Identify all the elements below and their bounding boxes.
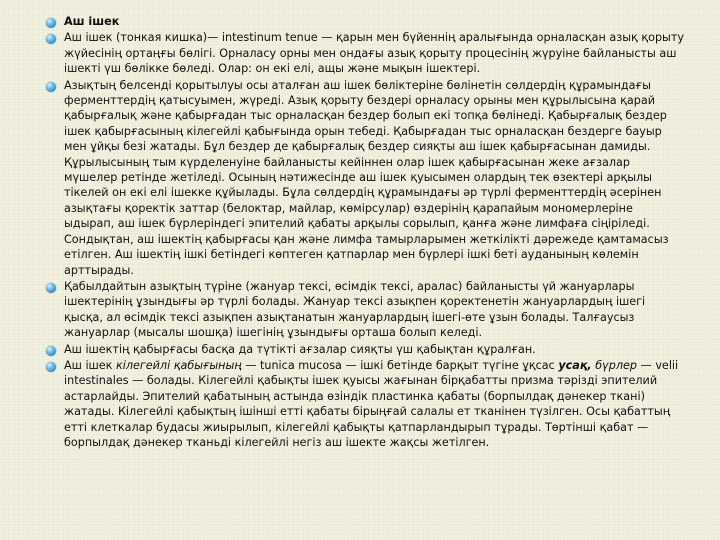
bullet-item-layers (46, 342, 686, 357)
paragraph-text: Азықтың белсенді қорытылуы осы аталған аш ішек бөліктеріне бөлінетін сөлдердің құрамындағы ферменттердің қатысуымен, жүреді. Азық қорыту бездері орналасу орыны мен құрылысына қарай қабырғалық және қабырғадан тыс орналасқан бездер болып екі топқа бөлінеді. Қабырғалық бездер ішек қабырғасының кілегейлі қабығында орын тебеді. Қабырғадан тыс орналасқан бездерге бауыр мен ұйқы безі жатады. Бұл бездер де қабырғалық бездер сияқты аш ішек қабырғасынан дамиды. Құрылысының тым күрделенуіне байланысты кейіннен олар ішек қабырғасынан жеке ағзалар мүшелер ретінде жетіледі. Осының нәтижесінде аш ішек қуысымен олардың тек өзектері арқылы тікелей он екі елі ішекке құйылады. Бұла сөлдердің құрамындағы әр түрлі ферменттердің әсерінен азықтағы қоректік заттар (белоктар, майлар, көмірсулар) өздерінің қарапайым мономерлеріне ыдырап, аш ішек бүрлеріндегі эпителий қабаты арқылы сорылып, қанға және лимфаға сіңіріледі. Сондықтан, аш ішектің қабырғасы қан және лимфа тамырларымен жеткілікті дәрежеде қамтамасыз етілген. Аш ішектің ішкі бетіндегі көптеген қатпарлар мен бүрлері ішкі беті ауданының көлемін арттырады. (64, 78, 669, 277)
bullet-item-digestion (46, 78, 686, 278)
term-mucosa: кілегейлі қабығының (116, 358, 242, 372)
bullet-icon (46, 34, 56, 44)
bullet-icon (46, 346, 56, 356)
bullet-item-mucosa (46, 358, 686, 450)
paragraph-text-rest: — velii intestinales — болады. Кілегейлі қабықты ішек қуысы жағынан бірқабатты призма тәрізді эпителий астарлайды. Эпителий қабатының астында өзіндік пластинка қабаты (борпылдақ дәнекер ткані) жатады. Кілегейлі қабықтың ішінші етті қабаты бірыңғай салалы ет тканінен түзілген. Осы қабаттың етті клеткалар будасы жиырылып, кілегейлі қабықты қатпарландырып тұрады. Төртінші қабат — борпылдақ дәнекер тканьді кілегейлі негіз аш ішекте жақсы жетілген. (64, 358, 679, 449)
bullet-icon (46, 82, 56, 92)
bullet-icon (46, 362, 56, 372)
bullet-icon (46, 18, 56, 28)
bullet-item-length (46, 279, 686, 341)
bullet-item-definition (46, 30, 686, 76)
paragraph-text: Қабылдайтын азықтың түріне (жануар тексі, өсімдік тексі, аралас) байланысты үй жануарлары ішектерінің ұзындығы әр түрлі болады. Жануар тексі азықпен қоректенетін жануарлардың ішегі қысқа, ал өсімдік тексі азықпен азықтанатын жануарлардың ішегі-өте ұзын болады. Талғаусыз жануарлар (мысалы шошқа) ішегінің ұзындығы орташа болып келеді. (64, 279, 646, 340)
bullet-icon (46, 283, 56, 293)
paragraph-text: Аш ішектің қабырғасы басқа да түтікті ағзалар сияқты үш қабықтан құралған. (64, 342, 536, 356)
bullet-item-title (46, 14, 686, 29)
slide-content (46, 14, 686, 451)
section-title: Аш ішек (64, 15, 120, 28)
term-villi: бүрлер (595, 358, 638, 372)
term-small: усақ, (558, 358, 592, 372)
paragraph-text: Аш ішек (тонкая кишка)— intestinum tenue — қарын мен бүйеннің аралығында орналасқан азық қорыту жүйесінің ортаңғы бөлігі. Орналасу орны мен ондағы азық қорыту процесінің жүруіне байланысты аш ішекті үш бөлікке бөледі. Олар: он екі елі, ащы және мықын ішектері. (64, 31, 685, 76)
paragraph-text-mid: — tunica mucosa — ішкі бетінде барқыт түгіне ұқсас (241, 358, 559, 372)
paragraph-text-start: Аш ішек (64, 358, 116, 372)
